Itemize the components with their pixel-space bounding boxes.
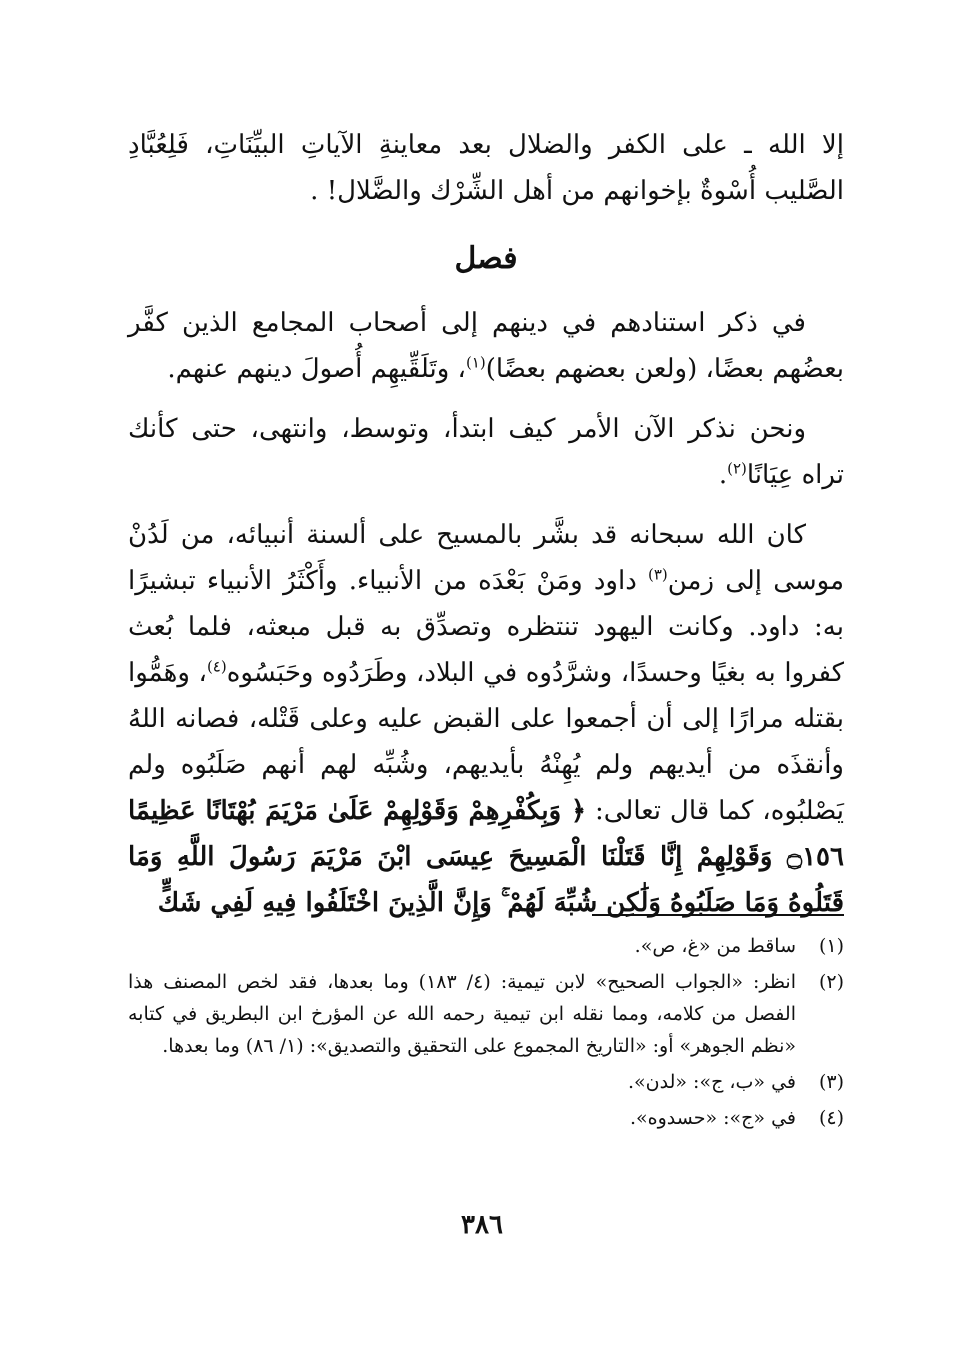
paragraph-topic: في ذكر استنادهم في دينهم إلى أصحاب المجامع الذين كفَّر بعضُهم بعضًا، (ولعن بعضهم بعضًا)$^{(١)}$، وتَلَقِّيهِم أُصولَ دينهم عنهم. [128, 308, 844, 384]
footnote-text: في «ب، ج»: «لدن». [628, 1071, 796, 1093]
footnote-number: (١) [818, 935, 844, 957]
footnote-ref-2[interactable]: (٢) [727, 459, 747, 478]
footnote-number: (٢) [818, 971, 844, 993]
opening-paragraph: إلا الله ـ على الكفر والضلال بعد معاينةِ الآياتِ البيِّنَاتِ، فَلِعُبَّادِ الصَّليب أُسْوةٌ بإخوانهم من أهل الشِّرْك والضَّلال! . [128, 130, 844, 206]
footnote-ref-1[interactable]: (١) [465, 353, 486, 372]
quran-verse: ﴿ وَبِكُفْرِهِمْ وَقَوْلِهِمْ عَلَىٰ مَرْيَمَ بُهْتَانًا عَظِيمًا ۝١٥٦ وَقَوْلِهِمْ إِنَّا قَتَلْنَا الْمَسِيحَ عِيسَى ابْنَ مَرْيَمَ رَسُولَ اللَّهِ وَمَا قَتَلُوهُ وَمَا صَلَبُوهُ وَلَٰكِن شُبِّهَ لَهُمْ ۚ وَإِنَّ الَّذِينَ اخْتَلَفُوا فِيهِ لَفِي شَكٍّ [128, 796, 844, 918]
paragraph-intro: ونحن نذكر الآن الأمر كيف ابتدأ، وتوسط، وانتهى، حتى كأنك تراه عِيَانًا$^{(٢)}$. [128, 414, 844, 490]
section-heading: فصل [454, 241, 518, 276]
page-number: ٣٨٦ [461, 1210, 503, 1240]
footnote [128, 930, 844, 962]
footnote-divider [592, 914, 844, 916]
footnote-number: (٣) [818, 1071, 844, 1093]
footnote-number: (٤) [818, 1107, 844, 1129]
footnote [128, 1102, 844, 1134]
footnote [128, 966, 844, 1062]
paragraph-history: كان الله سبحانه قد بشَّر بالمسيح على ألسنة أنبيائه، من لَدُنْ موسى إلى زمن$^{(٣)}$ داود ومَنْ بَعْدَه من الأنبياء. وأَكْثَرُ الأنبياء تبشيرًا به: داود. وكانت اليهود تنتظره وتصدِّق به قبل مبعثه، فلما بُعث كفروا به بغيًا وحسدًا، وشرَّدُوه في البلاد، وطَرَدُوه وحَبَسُوه$^{(٤)}$، وهَمُّوا بقتله مرارًا إلى أن أجمعوا على القبض عليه وعلى قَتْله، فصانه اللهُ وأنقذَه من أيديهم ولم يُهِنْهُ بأيديهم، وشُبِّه لهم أنهم صَلَبُوه ولم يَصْلبُوه، كما قال تعالى: ﴿ وَبِكُفْرِهِمْ وَقَوْلِهِمْ عَلَىٰ مَرْيَمَ بُهْتَانًا عَظِيمًا ۝١٥٦ وَقَوْلِهِمْ إِنَّا قَتَلْنَا الْمَسِيحَ عِيسَى ابْنَ مَرْيَمَ رَسُولَ اللَّهِ وَمَا قَتَلُوهُ وَمَا صَلَبُوهُ وَلَٰكِن شُبِّهَ لَهُمْ ۚ وَإِنَّ الَّذِينَ اخْتَلَفُوا فِيهِ لَفِي شَكٍّ [128, 520, 845, 918]
footnote-text: ساقط من «غ، ص». [634, 935, 796, 957]
main-text [128, 122, 844, 926]
footnote-ref-3[interactable]: (٣) [647, 565, 668, 584]
footnote-text: انظر: «الجواب الصحيح» لابن تيمية: (٤/ ١٨٣) وما بعدها، فقد لخص المصنف هذا الفصل من كلامه، ومما نقله ابن تيمية رحمه الله عن المؤرخ ابن البطريق في كتابه «نظم الجوهر» أو: «التاريخ المجموع على التحقيق والتصديق»: (١/ ٨٦) وما بعدها. [128, 971, 796, 1057]
footnote-text: في «ج»: «حسدوه». [630, 1107, 796, 1129]
footnotes [128, 930, 844, 1138]
footnote-ref-4[interactable]: (٤) [206, 657, 227, 676]
footnote [128, 1066, 844, 1098]
